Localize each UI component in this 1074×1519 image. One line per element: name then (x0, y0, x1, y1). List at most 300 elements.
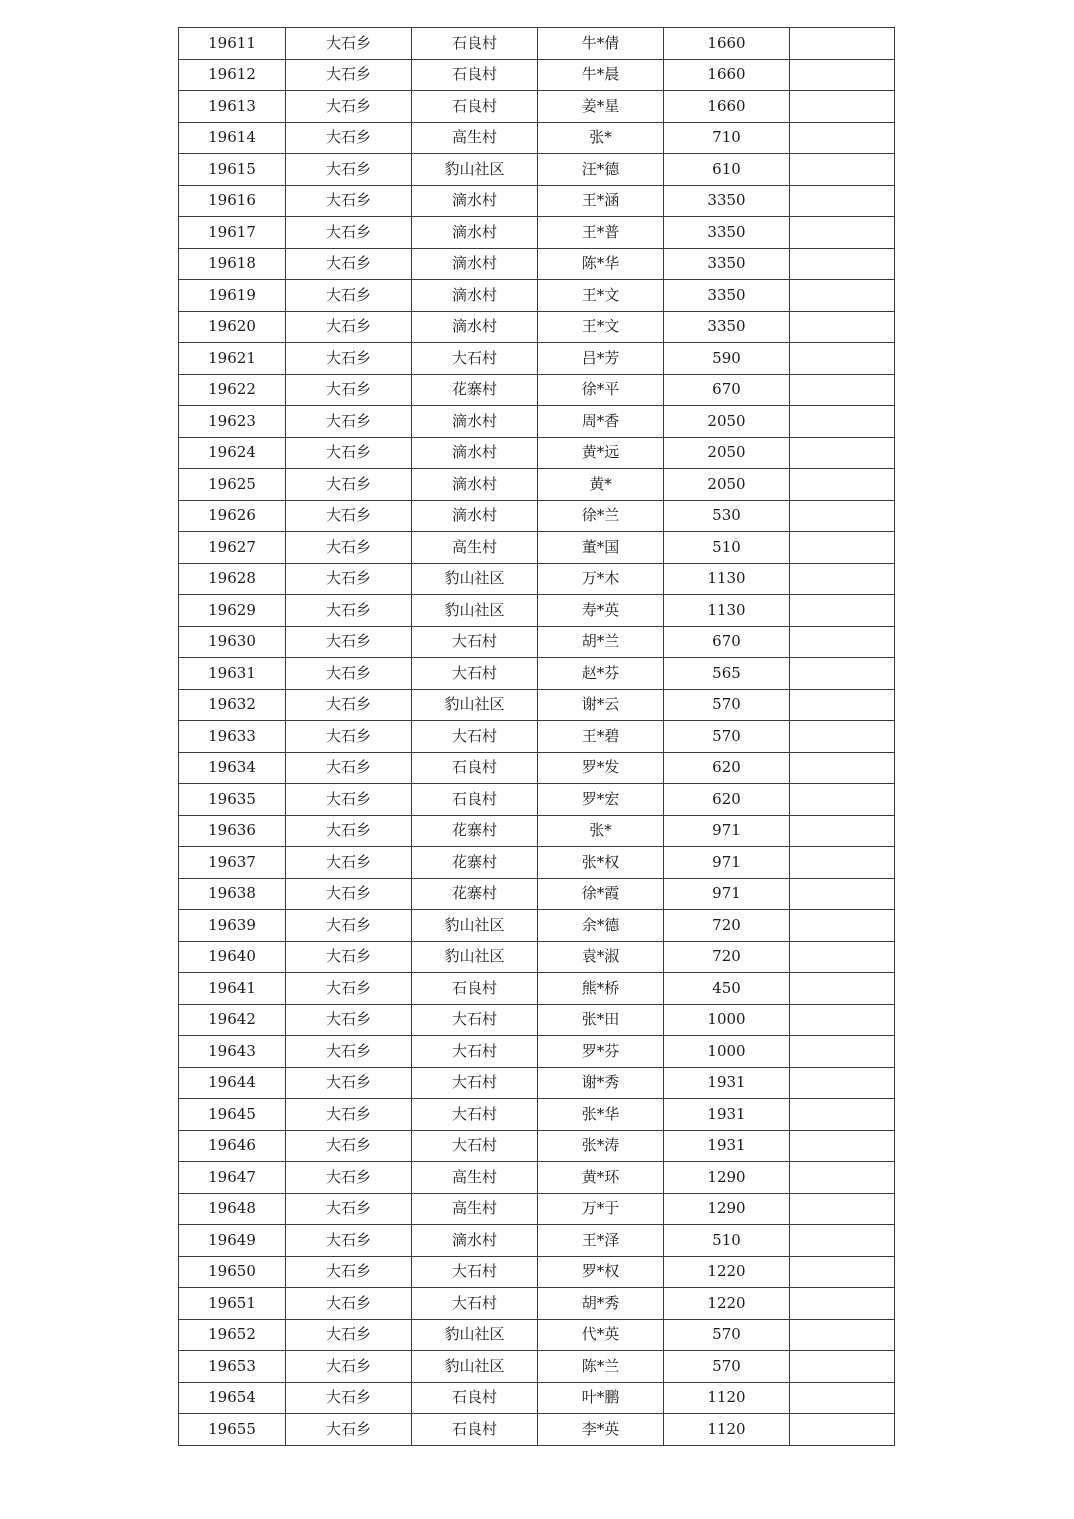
village-cell: 滴水村 (412, 248, 538, 280)
village-cell: 大石村 (412, 626, 538, 658)
table-row (179, 406, 895, 438)
amount-cell: 3350 (664, 185, 790, 217)
amount-cell: 2050 (664, 469, 790, 501)
amount-cell: 570 (664, 721, 790, 753)
town-cell: 大石乡 (286, 217, 412, 249)
record-id-cell: 19633 (179, 721, 286, 753)
table-row (179, 154, 895, 186)
note-cell (790, 1004, 895, 1036)
note-cell (790, 406, 895, 438)
town-cell: 大石乡 (286, 1130, 412, 1162)
town-cell: 大石乡 (286, 1288, 412, 1320)
note-cell (790, 248, 895, 280)
amount-cell: 1120 (664, 1414, 790, 1446)
note-cell (790, 59, 895, 91)
table-row (179, 1414, 895, 1446)
note-cell (790, 1099, 895, 1131)
village-cell: 高生村 (412, 1193, 538, 1225)
table-row (179, 1099, 895, 1131)
amount-cell: 570 (664, 689, 790, 721)
record-id-cell: 19653 (179, 1351, 286, 1383)
note-cell (790, 847, 895, 879)
name-cell: 胡*兰 (538, 626, 664, 658)
village-cell: 石良村 (412, 784, 538, 816)
amount-cell: 1660 (664, 91, 790, 123)
record-id-cell: 19642 (179, 1004, 286, 1036)
note-cell (790, 185, 895, 217)
village-cell: 高生村 (412, 122, 538, 154)
record-id-cell: 19628 (179, 563, 286, 595)
amount-cell: 720 (664, 910, 790, 942)
village-cell: 高生村 (412, 1162, 538, 1194)
note-cell (790, 752, 895, 784)
name-cell: 汪*德 (538, 154, 664, 186)
name-cell: 黄* (538, 469, 664, 501)
record-id-cell: 19637 (179, 847, 286, 879)
note-cell (790, 311, 895, 343)
town-cell: 大石乡 (286, 689, 412, 721)
amount-cell: 971 (664, 815, 790, 847)
town-cell: 大石乡 (286, 1225, 412, 1257)
amount-cell: 971 (664, 847, 790, 879)
record-id-cell: 19617 (179, 217, 286, 249)
record-id-cell: 19643 (179, 1036, 286, 1068)
table-row (179, 500, 895, 532)
table-row (179, 59, 895, 91)
note-cell (790, 91, 895, 123)
name-cell: 赵*芬 (538, 658, 664, 690)
name-cell: 熊*桥 (538, 973, 664, 1005)
name-cell: 周*香 (538, 406, 664, 438)
amount-cell: 3350 (664, 311, 790, 343)
record-id-cell: 19645 (179, 1099, 286, 1131)
town-cell: 大石乡 (286, 91, 412, 123)
town-cell: 大石乡 (286, 1382, 412, 1414)
table-row (179, 532, 895, 564)
table-row (179, 1067, 895, 1099)
table-row (179, 752, 895, 784)
note-cell (790, 941, 895, 973)
note-cell (790, 784, 895, 816)
town-cell: 大石乡 (286, 532, 412, 564)
table-row (179, 1130, 895, 1162)
note-cell (790, 721, 895, 753)
town-cell: 大石乡 (286, 374, 412, 406)
amount-cell: 1290 (664, 1193, 790, 1225)
town-cell: 大石乡 (286, 784, 412, 816)
town-cell: 大石乡 (286, 1351, 412, 1383)
table-row (179, 185, 895, 217)
town-cell: 大石乡 (286, 406, 412, 438)
name-cell: 吕*芳 (538, 343, 664, 375)
record-id-cell: 19632 (179, 689, 286, 721)
note-cell (790, 532, 895, 564)
village-cell: 豹山社区 (412, 1351, 538, 1383)
name-cell: 胡*秀 (538, 1288, 664, 1320)
village-cell: 大石村 (412, 1256, 538, 1288)
record-id-cell: 19611 (179, 28, 286, 60)
record-id-cell: 19652 (179, 1319, 286, 1351)
village-cell: 豹山社区 (412, 910, 538, 942)
record-id-cell: 19621 (179, 343, 286, 375)
name-cell: 罗*宏 (538, 784, 664, 816)
village-cell: 大石村 (412, 1288, 538, 1320)
record-id-cell: 19641 (179, 973, 286, 1005)
town-cell: 大石乡 (286, 1193, 412, 1225)
village-cell: 豹山社区 (412, 595, 538, 627)
name-cell: 罗*发 (538, 752, 664, 784)
table-row (179, 91, 895, 123)
name-cell: 谢*秀 (538, 1067, 664, 1099)
name-cell: 陈*兰 (538, 1351, 664, 1383)
amount-cell: 1220 (664, 1288, 790, 1320)
name-cell: 谢*云 (538, 689, 664, 721)
note-cell (790, 973, 895, 1005)
record-id-cell: 19630 (179, 626, 286, 658)
village-cell: 滴水村 (412, 500, 538, 532)
name-cell: 陈*华 (538, 248, 664, 280)
name-cell: 代*英 (538, 1319, 664, 1351)
name-cell: 张* (538, 122, 664, 154)
record-id-cell: 19623 (179, 406, 286, 438)
town-cell: 大石乡 (286, 595, 412, 627)
village-cell: 滴水村 (412, 311, 538, 343)
record-id-cell: 19627 (179, 532, 286, 564)
record-id-cell: 19650 (179, 1256, 286, 1288)
table-row (179, 217, 895, 249)
village-cell: 石良村 (412, 1414, 538, 1446)
name-cell: 黄*环 (538, 1162, 664, 1194)
town-cell: 大石乡 (286, 500, 412, 532)
table-row (179, 595, 895, 627)
village-cell: 豹山社区 (412, 689, 538, 721)
table-row (179, 122, 895, 154)
name-cell: 王*涵 (538, 185, 664, 217)
town-cell: 大石乡 (286, 1162, 412, 1194)
table-row (179, 847, 895, 879)
village-cell: 石良村 (412, 752, 538, 784)
village-cell: 大石村 (412, 1004, 538, 1036)
note-cell (790, 1256, 895, 1288)
village-cell: 滴水村 (412, 185, 538, 217)
record-id-cell: 19631 (179, 658, 286, 690)
village-cell: 花寨村 (412, 878, 538, 910)
amount-cell: 3350 (664, 248, 790, 280)
record-id-cell: 19615 (179, 154, 286, 186)
amount-cell: 510 (664, 532, 790, 564)
name-cell: 黄*远 (538, 437, 664, 469)
record-id-cell: 19644 (179, 1067, 286, 1099)
amount-cell: 3350 (664, 280, 790, 312)
amount-cell: 1000 (664, 1036, 790, 1068)
table-row (179, 626, 895, 658)
town-cell: 大石乡 (286, 311, 412, 343)
name-cell: 姜*星 (538, 91, 664, 123)
town-cell: 大石乡 (286, 280, 412, 312)
amount-cell: 610 (664, 154, 790, 186)
town-cell: 大石乡 (286, 973, 412, 1005)
village-cell: 花寨村 (412, 815, 538, 847)
name-cell: 徐*霞 (538, 878, 664, 910)
town-cell: 大石乡 (286, 248, 412, 280)
village-cell: 大石村 (412, 1036, 538, 1068)
note-cell (790, 1162, 895, 1194)
record-id-cell: 19635 (179, 784, 286, 816)
record-id-cell: 19648 (179, 1193, 286, 1225)
town-cell: 大石乡 (286, 154, 412, 186)
village-cell: 豹山社区 (412, 154, 538, 186)
note-cell (790, 1288, 895, 1320)
amount-cell: 1931 (664, 1099, 790, 1131)
amount-cell: 1660 (664, 59, 790, 91)
name-cell: 徐*平 (538, 374, 664, 406)
town-cell: 大石乡 (286, 1414, 412, 1446)
note-cell (790, 1382, 895, 1414)
note-cell (790, 28, 895, 60)
amount-cell: 1290 (664, 1162, 790, 1194)
amount-cell: 2050 (664, 437, 790, 469)
note-cell (790, 595, 895, 627)
village-cell: 滴水村 (412, 280, 538, 312)
table-row (179, 689, 895, 721)
town-cell: 大石乡 (286, 910, 412, 942)
village-cell: 滴水村 (412, 406, 538, 438)
note-cell (790, 437, 895, 469)
name-cell: 牛*倩 (538, 28, 664, 60)
town-cell: 大石乡 (286, 847, 412, 879)
name-cell: 张*权 (538, 847, 664, 879)
record-id-cell: 19649 (179, 1225, 286, 1257)
amount-cell: 1000 (664, 1004, 790, 1036)
village-cell: 滴水村 (412, 1225, 538, 1257)
note-cell (790, 500, 895, 532)
town-cell: 大石乡 (286, 59, 412, 91)
name-cell: 李*英 (538, 1414, 664, 1446)
town-cell: 大石乡 (286, 122, 412, 154)
note-cell (790, 217, 895, 249)
town-cell: 大石乡 (286, 437, 412, 469)
note-cell (790, 1193, 895, 1225)
amount-cell: 3350 (664, 217, 790, 249)
village-cell: 大石村 (412, 1067, 538, 1099)
name-cell: 王*文 (538, 311, 664, 343)
amount-cell: 570 (664, 1351, 790, 1383)
record-id-cell: 19638 (179, 878, 286, 910)
table-row (179, 1193, 895, 1225)
name-cell: 张*田 (538, 1004, 664, 1036)
record-id-cell: 19639 (179, 910, 286, 942)
town-cell: 大石乡 (286, 1036, 412, 1068)
amount-cell: 1931 (664, 1067, 790, 1099)
table-row (179, 1351, 895, 1383)
note-cell (790, 689, 895, 721)
name-cell: 张* (538, 815, 664, 847)
record-id-cell: 19636 (179, 815, 286, 847)
amount-cell: 1120 (664, 1382, 790, 1414)
name-cell: 董*国 (538, 532, 664, 564)
town-cell: 大石乡 (286, 878, 412, 910)
record-id-cell: 19646 (179, 1130, 286, 1162)
name-cell: 王*普 (538, 217, 664, 249)
village-cell: 豹山社区 (412, 941, 538, 973)
note-cell (790, 154, 895, 186)
table-row (179, 1004, 895, 1036)
table-row (179, 1288, 895, 1320)
record-id-cell: 19616 (179, 185, 286, 217)
note-cell (790, 878, 895, 910)
village-cell: 大石村 (412, 721, 538, 753)
record-id-cell: 19626 (179, 500, 286, 532)
table-row (179, 1382, 895, 1414)
amount-cell: 2050 (664, 406, 790, 438)
note-cell (790, 1351, 895, 1383)
town-cell: 大石乡 (286, 469, 412, 501)
name-cell: 牛*晨 (538, 59, 664, 91)
note-cell (790, 122, 895, 154)
table-row (179, 437, 895, 469)
table-row (179, 658, 895, 690)
town-cell: 大石乡 (286, 1319, 412, 1351)
town-cell: 大石乡 (286, 752, 412, 784)
name-cell: 寿*英 (538, 595, 664, 627)
note-cell (790, 343, 895, 375)
amount-cell: 590 (664, 343, 790, 375)
village-cell: 豹山社区 (412, 1319, 538, 1351)
amount-cell: 1931 (664, 1130, 790, 1162)
name-cell: 王*碧 (538, 721, 664, 753)
name-cell: 叶*鹏 (538, 1382, 664, 1414)
amount-cell: 670 (664, 626, 790, 658)
town-cell: 大石乡 (286, 1256, 412, 1288)
amount-cell: 1660 (664, 28, 790, 60)
town-cell: 大石乡 (286, 563, 412, 595)
record-id-cell: 19654 (179, 1382, 286, 1414)
table-row (179, 343, 895, 375)
table-row (179, 374, 895, 406)
table-row (179, 878, 895, 910)
village-cell: 石良村 (412, 973, 538, 1005)
record-id-cell: 19613 (179, 91, 286, 123)
note-cell (790, 1225, 895, 1257)
amount-cell: 620 (664, 784, 790, 816)
record-id-cell: 19651 (179, 1288, 286, 1320)
town-cell: 大石乡 (286, 626, 412, 658)
amount-cell: 1220 (664, 1256, 790, 1288)
table-row (179, 469, 895, 501)
table-row (179, 1256, 895, 1288)
record-id-cell: 19618 (179, 248, 286, 280)
note-cell (790, 626, 895, 658)
town-cell: 大石乡 (286, 721, 412, 753)
village-cell: 石良村 (412, 59, 538, 91)
village-cell: 豹山社区 (412, 563, 538, 595)
amount-cell: 1130 (664, 563, 790, 595)
note-cell (790, 910, 895, 942)
record-id-cell: 19625 (179, 469, 286, 501)
record-id-cell: 19612 (179, 59, 286, 91)
note-cell (790, 1067, 895, 1099)
amount-cell: 570 (664, 1319, 790, 1351)
note-cell (790, 469, 895, 501)
note-cell (790, 1130, 895, 1162)
amount-cell: 530 (664, 500, 790, 532)
name-cell: 余*德 (538, 910, 664, 942)
note-cell (790, 1036, 895, 1068)
note-cell (790, 1319, 895, 1351)
village-cell: 花寨村 (412, 374, 538, 406)
town-cell: 大石乡 (286, 343, 412, 375)
amount-cell: 1130 (664, 595, 790, 627)
record-id-cell: 19655 (179, 1414, 286, 1446)
amount-cell: 670 (664, 374, 790, 406)
name-cell: 袁*淑 (538, 941, 664, 973)
table-row (179, 973, 895, 1005)
record-id-cell: 19622 (179, 374, 286, 406)
record-id-cell: 19629 (179, 595, 286, 627)
town-cell: 大石乡 (286, 941, 412, 973)
village-cell: 石良村 (412, 91, 538, 123)
name-cell: 万*木 (538, 563, 664, 595)
table-row (179, 1036, 895, 1068)
table-row (179, 280, 895, 312)
note-cell (790, 280, 895, 312)
table-row (179, 1225, 895, 1257)
name-cell: 罗*权 (538, 1256, 664, 1288)
amount-cell: 710 (664, 122, 790, 154)
record-id-cell: 19647 (179, 1162, 286, 1194)
village-cell: 花寨村 (412, 847, 538, 879)
note-cell (790, 563, 895, 595)
village-cell: 滴水村 (412, 469, 538, 501)
record-id-cell: 19614 (179, 122, 286, 154)
table-row (179, 784, 895, 816)
name-cell: 张*华 (538, 1099, 664, 1131)
amount-cell: 971 (664, 878, 790, 910)
amount-cell: 720 (664, 941, 790, 973)
note-cell (790, 658, 895, 690)
table-row (179, 1319, 895, 1351)
table-row (179, 815, 895, 847)
name-cell: 王*文 (538, 280, 664, 312)
document-page (178, 27, 894, 1446)
town-cell: 大石乡 (286, 1067, 412, 1099)
record-id-cell: 19640 (179, 941, 286, 973)
town-cell: 大石乡 (286, 1099, 412, 1131)
record-id-cell: 19624 (179, 437, 286, 469)
village-cell: 大石村 (412, 1099, 538, 1131)
amount-cell: 565 (664, 658, 790, 690)
note-cell (790, 374, 895, 406)
table-row (179, 248, 895, 280)
record-id-cell: 19619 (179, 280, 286, 312)
record-id-cell: 19634 (179, 752, 286, 784)
village-cell: 大石村 (412, 1130, 538, 1162)
amount-cell: 450 (664, 973, 790, 1005)
town-cell: 大石乡 (286, 28, 412, 60)
table-row (179, 311, 895, 343)
table-row (179, 941, 895, 973)
table-row (179, 28, 895, 60)
town-cell: 大石乡 (286, 185, 412, 217)
village-cell: 高生村 (412, 532, 538, 564)
amount-cell: 510 (664, 1225, 790, 1257)
town-cell: 大石乡 (286, 658, 412, 690)
town-cell: 大石乡 (286, 815, 412, 847)
village-cell: 滴水村 (412, 217, 538, 249)
name-cell: 罗*芬 (538, 1036, 664, 1068)
village-cell: 大石村 (412, 658, 538, 690)
village-cell: 石良村 (412, 1382, 538, 1414)
